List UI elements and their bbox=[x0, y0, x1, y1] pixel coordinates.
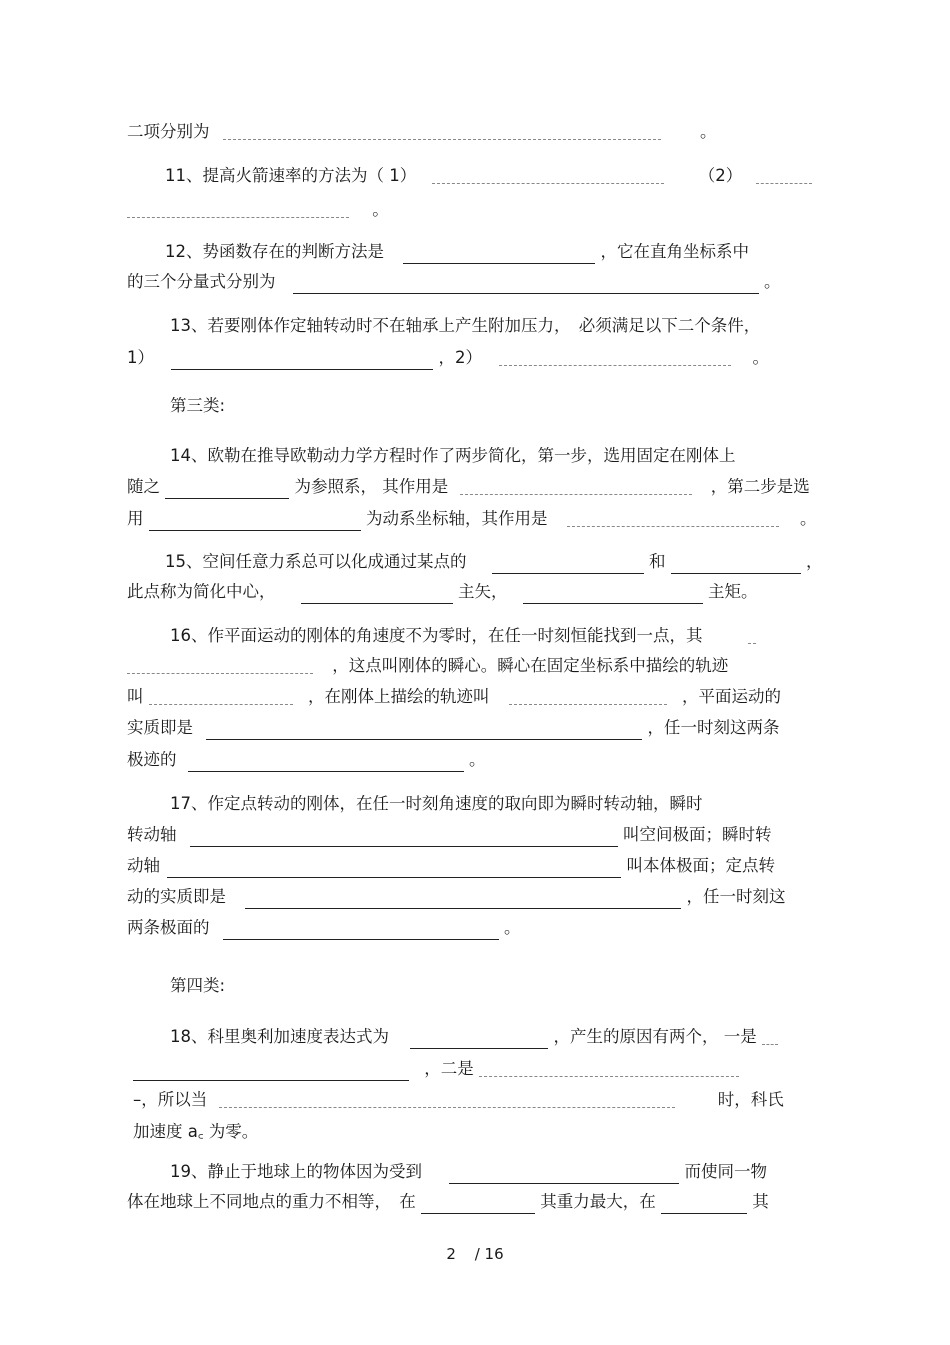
q19-blank2[interactable] bbox=[421, 1193, 535, 1214]
q17-f: ，任一时刻这 bbox=[686, 887, 786, 906]
q17-a: 转动轴 bbox=[127, 825, 177, 844]
q15-blank3[interactable] bbox=[301, 583, 453, 604]
q17-blank2[interactable] bbox=[167, 857, 621, 878]
q17-b: 叫空间极面；瞬时转 bbox=[623, 825, 772, 844]
q17-line5 bbox=[127, 916, 521, 940]
q16-g: 极迹的 bbox=[127, 750, 177, 769]
q14-line1 bbox=[170, 444, 736, 468]
page-number: 2 bbox=[446, 1245, 456, 1263]
q16-a: ，这点叫刚体的瞬心。瞬心在固定坐标系中描绘的轨迹 bbox=[332, 656, 729, 675]
q19-blank3[interactable] bbox=[661, 1193, 747, 1214]
q14-line3 bbox=[127, 507, 817, 531]
q19-c: 体在地球上不同地点的重力不相等， 在 bbox=[127, 1192, 416, 1211]
q15-f: 主矩。 bbox=[708, 582, 758, 601]
q12-end: 。 bbox=[764, 272, 781, 291]
q16-end: 。 bbox=[469, 750, 486, 769]
q11-end: 。 bbox=[372, 200, 389, 219]
q16-line4 bbox=[127, 716, 780, 740]
q15-blank4[interactable] bbox=[523, 583, 703, 604]
q18-line3 bbox=[133, 1088, 784, 1112]
q10-lead: 二项分别为 bbox=[127, 122, 210, 141]
q16-d: ，平面运动的 bbox=[682, 687, 781, 706]
q13-blank2[interactable] bbox=[499, 351, 731, 366]
q18-e: 时，科氏 bbox=[717, 1090, 784, 1109]
q12-blank2[interactable] bbox=[293, 273, 759, 294]
q15-a: 15、空间任意力系总可以化成通过某点的 bbox=[165, 552, 467, 571]
q16-line1 bbox=[170, 624, 756, 648]
q18-f: 加速度 a꜀ 为零。 bbox=[133, 1122, 259, 1141]
q16-line5 bbox=[127, 748, 486, 772]
section-3-heading: 第三类: bbox=[170, 396, 226, 415]
q19-b: 而使同一物 bbox=[684, 1162, 767, 1181]
q14-blank1[interactable] bbox=[165, 478, 289, 499]
q18-blank1[interactable] bbox=[410, 1028, 548, 1049]
q18-d: –，所以当 bbox=[133, 1090, 208, 1109]
q14-e: 为动系坐标轴，其作用是 bbox=[366, 509, 548, 528]
q11-blank2a[interactable] bbox=[756, 169, 812, 184]
q19-line2 bbox=[127, 1190, 769, 1214]
q18-blank4[interactable] bbox=[219, 1093, 675, 1108]
q11-blank2b[interactable] bbox=[127, 203, 349, 218]
q14-line1-text: 14、欧勒在推导欧勒动力学方程时作了两步简化，第一步，选用固定在刚体上 bbox=[170, 446, 736, 465]
q19-a: 19、静止于地球上的物体因为受到 bbox=[170, 1162, 422, 1181]
q16-blank4[interactable] bbox=[206, 719, 642, 740]
q16-b: 叫 bbox=[127, 687, 144, 706]
q16-line1-text: 16、作平面运动的刚体的角速度不为零时，在任一时刻恒能找到一点，其 bbox=[170, 626, 703, 645]
q11-blank1[interactable] bbox=[432, 169, 664, 184]
q14-d: 用 bbox=[127, 509, 144, 528]
q15-e: 主矢， bbox=[458, 582, 508, 601]
q17-line1-text: 17、作定点转动的刚体，在任一时刻角速度的取向即为瞬时转动轴，瞬时 bbox=[170, 794, 703, 813]
q15-d: 此点称为简化中心， bbox=[127, 582, 276, 601]
q10-blank[interactable] bbox=[223, 125, 661, 140]
q11-line1 bbox=[165, 164, 812, 188]
q16-line3 bbox=[127, 685, 781, 709]
q11-mid: （2） bbox=[698, 166, 743, 185]
q16-blank3[interactable] bbox=[509, 690, 667, 705]
q12-line2-text: 的三个分量式分别为 bbox=[127, 272, 276, 291]
q14-blank4[interactable] bbox=[567, 512, 779, 527]
q14-a: 随之 bbox=[127, 477, 160, 496]
q19-blank1[interactable] bbox=[449, 1163, 679, 1184]
q18-line2 bbox=[133, 1057, 739, 1081]
q16-f: ，任一时刻这两条 bbox=[647, 718, 780, 737]
q13-p2: ，2） bbox=[438, 348, 482, 367]
page-footer bbox=[0, 1245, 950, 1263]
page-separator: / bbox=[474, 1245, 480, 1263]
section-4-heading: 第四类: bbox=[170, 976, 226, 995]
q17-e: 动的实质即是 bbox=[127, 887, 226, 906]
q15-blank1[interactable] bbox=[492, 553, 644, 574]
q13-p1: 1） bbox=[127, 348, 154, 367]
q14-b: 为参照系， 其作用是 bbox=[294, 477, 449, 496]
q19-e: 其 bbox=[752, 1192, 769, 1211]
q17-blank4[interactable] bbox=[223, 919, 499, 940]
q18-blank3[interactable] bbox=[479, 1062, 739, 1077]
q14-blank2[interactable] bbox=[460, 480, 692, 495]
q17-line4 bbox=[127, 885, 786, 909]
q16-line2 bbox=[127, 654, 728, 678]
q14-end: 。 bbox=[800, 509, 817, 528]
q18-blank2b[interactable] bbox=[133, 1060, 409, 1081]
q16-e: 实质即是 bbox=[127, 718, 193, 737]
q17-blank1[interactable] bbox=[190, 826, 618, 847]
q17-line2 bbox=[127, 823, 772, 847]
q12-line2 bbox=[127, 270, 781, 294]
q15-blank2[interactable] bbox=[671, 553, 801, 574]
q12-blank1[interactable] bbox=[403, 243, 595, 264]
q11-line2 bbox=[127, 198, 389, 222]
q13-blank1[interactable] bbox=[171, 349, 433, 370]
q14-c: ，第二步是选 bbox=[710, 477, 810, 496]
q19-line1 bbox=[170, 1160, 767, 1184]
q18-a: 18、科里奥利加速度表达式为 bbox=[170, 1027, 389, 1046]
q16-blank2[interactable] bbox=[149, 690, 293, 705]
q12-line1 bbox=[165, 240, 749, 264]
q19-d: 其重力最大，在 bbox=[540, 1192, 656, 1211]
q12-lead: 12、势函数存在的判断方法是 bbox=[165, 242, 384, 261]
q16-blank1b[interactable] bbox=[127, 659, 313, 674]
q17-line1 bbox=[170, 792, 703, 816]
q17-d: 叫本体极面；定点转 bbox=[626, 856, 775, 875]
q16-blank5[interactable] bbox=[188, 751, 464, 772]
q10-end: 。 bbox=[700, 122, 717, 141]
q17-g: 两条极面的 bbox=[127, 918, 210, 937]
q17-blank3[interactable] bbox=[245, 888, 681, 909]
q15-line1 bbox=[165, 550, 823, 574]
q16-blank1a[interactable] bbox=[748, 629, 756, 644]
q18-line4 bbox=[133, 1120, 258, 1144]
q14-blank3[interactable] bbox=[149, 510, 361, 531]
page-total: 16 bbox=[484, 1245, 504, 1263]
q15-c: ， bbox=[806, 552, 823, 571]
q15-b: 和 bbox=[649, 552, 666, 571]
q18-line1 bbox=[170, 1025, 778, 1049]
q16-c: ，在刚体上描绘的轨迹叫 bbox=[308, 687, 490, 706]
q10-line bbox=[127, 120, 717, 144]
q13-line2 bbox=[127, 346, 769, 370]
q11-lead: 11、提高火箭速率的方法为（ 1） bbox=[165, 166, 417, 185]
q13-end: 。 bbox=[752, 348, 769, 367]
q18-b: ，产生的原因有两个， 一是 bbox=[553, 1027, 757, 1046]
q13-line1 bbox=[170, 314, 760, 338]
q12-mid: ，它在直角坐标系中 bbox=[600, 242, 749, 261]
q14-line2 bbox=[127, 475, 810, 499]
q17-end: 。 bbox=[504, 918, 521, 937]
q18-blank2a[interactable] bbox=[762, 1030, 778, 1045]
q17-c: 动轴 bbox=[127, 856, 160, 875]
q13-line1-text: 13、若要刚体作定轴转动时不在轴承上产生附加压力， 必须满足以下二个条件， bbox=[170, 316, 761, 335]
q18-c: ，二是 bbox=[424, 1059, 474, 1078]
q15-line2 bbox=[127, 580, 758, 604]
q17-line3 bbox=[127, 854, 775, 878]
